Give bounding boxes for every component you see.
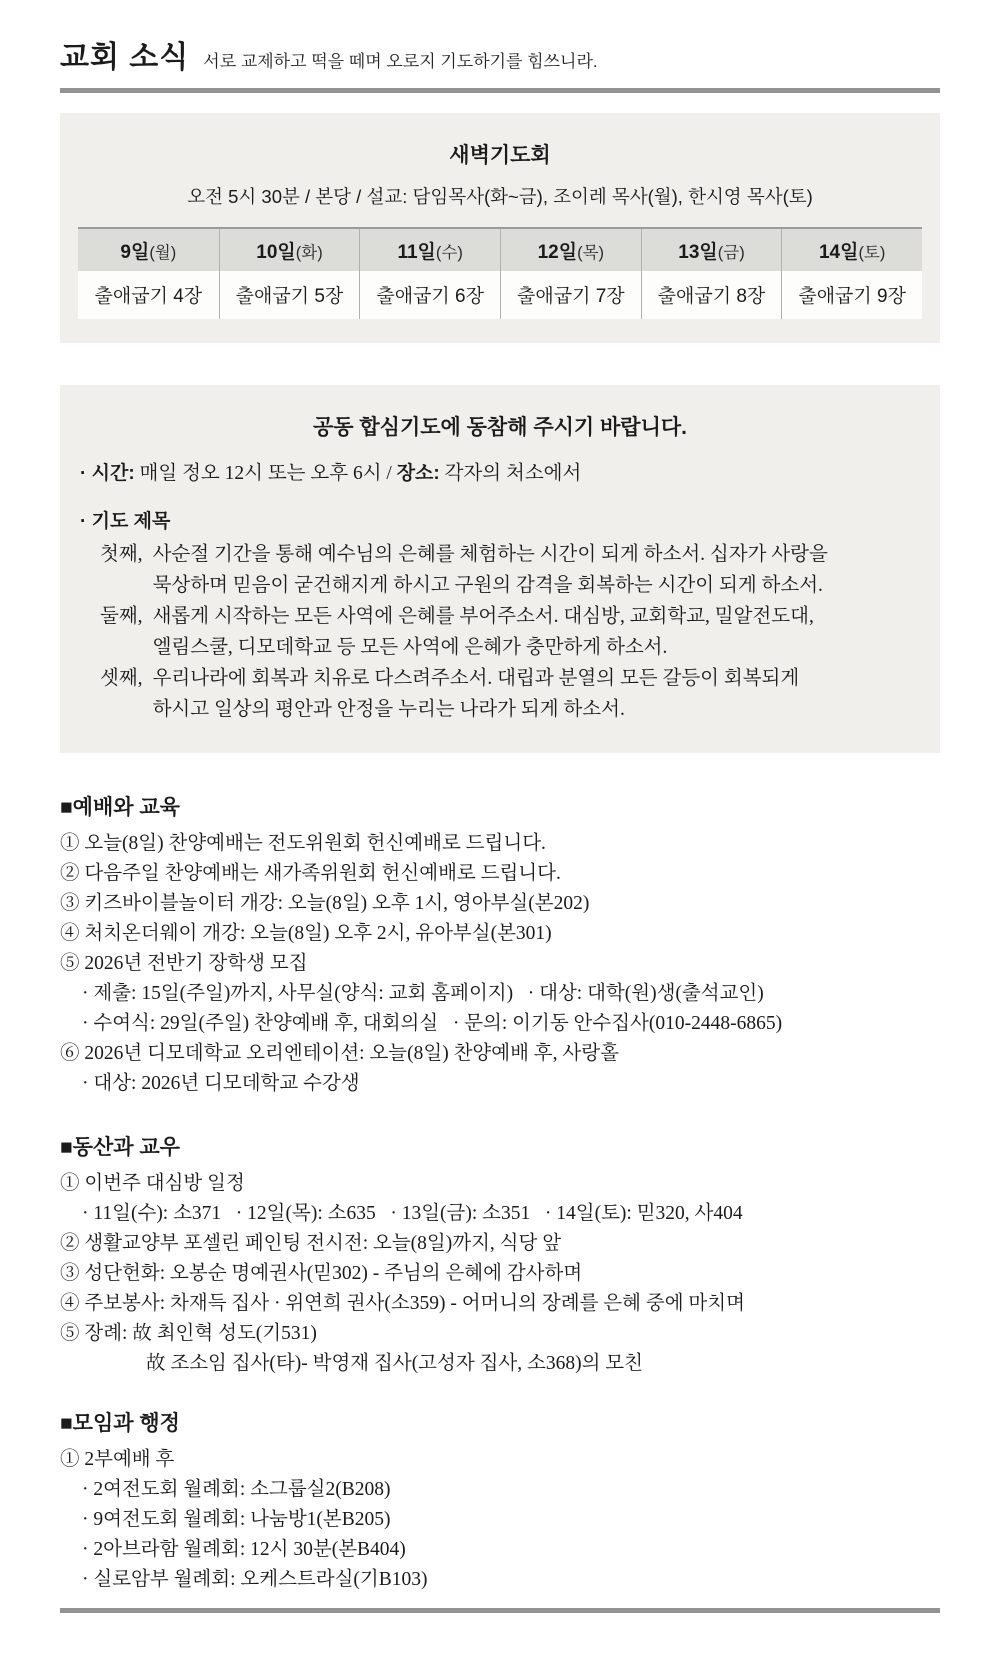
dawn-prayer-column [359, 229, 500, 319]
page-subtitle: 서로 교제하고 떡을 떼며 오로지 기도하기를 힘쓰니라. [203, 52, 598, 71]
section-garden-fellowship [60, 1131, 940, 1379]
prayer-topic-line: 엘림스쿨, 디모데학교 등 모든 사역에 은혜가 충만하게 하소서. [152, 637, 668, 658]
dawn-prayer-weekday: (금) [717, 244, 745, 262]
dawn-prayer-box [60, 113, 940, 343]
dawn-prayer-day: 13일 [678, 242, 718, 263]
section-heading: ■동산과 교우 [60, 1136, 180, 1159]
prayer-topic-ordinal: 셋째, [100, 668, 143, 689]
dawn-prayer-day: 14일 [818, 242, 859, 263]
prayer-topic-ordinal: 첫째, [100, 544, 143, 565]
section-line: ② 생활교양부 포셀린 페인팅 전시전: 오늘(8일)까지, 식당 앞 [60, 1233, 562, 1254]
section-line: · 제출: 15일(주일)까지, 사무실(양식: 교회 홈페이지) · 대상: 대학(원)생(출석교인) [82, 983, 764, 1004]
section-heading: ■모임과 행정 [60, 1412, 180, 1435]
prayer-topics-label-line [80, 507, 920, 537]
dawn-prayer-weekday: (월) [149, 244, 177, 262]
dawn-prayer-day-header [501, 229, 641, 271]
prayer-topics-label: · 기도 제목 [80, 511, 171, 532]
prayer-topics-list [80, 539, 920, 725]
section-line: ⑤ 2026년 전반기 장학생 모집 [60, 953, 308, 974]
footer-divider-bar [60, 1608, 940, 1613]
page-title: 교회 소식 [60, 41, 190, 74]
dawn-prayer-column [781, 229, 922, 319]
dawn-prayer-column [219, 229, 360, 319]
joint-prayer-box [60, 385, 940, 753]
header-divider-bar [60, 88, 940, 93]
dawn-prayer-day: 12일 [537, 242, 578, 263]
place-label: 장소: [396, 463, 440, 484]
section-line: ④ 주보봉사: 차재득 집사 · 위연희 권사(소359) - 어머니의 장례를 은혜 중에 마치며 [60, 1293, 745, 1314]
prayer-topic [100, 539, 920, 601]
dawn-prayer-day-header [642, 229, 782, 271]
place-value: 각자의 처소에서 [444, 463, 582, 484]
section-line: 故 조소임 집사(타)- 박영재 집사(고성자 집사, 소368)의 모친 [146, 1353, 643, 1374]
dawn-prayer-weekday: (화) [295, 244, 323, 262]
section-line: ⑥ 2026년 디모데학교 오리엔테이션: 오늘(8일) 찬양예배 후, 사랑홀 [60, 1043, 619, 1064]
dawn-prayer-day: 10일 [256, 242, 296, 263]
dawn-prayer-day: 11일 [397, 242, 436, 263]
joint-prayer-title: 공동 합심기도에 동참해 주시기 바랍니다. [312, 416, 688, 439]
dawn-prayer-passage: 출애굽기 8장 [642, 271, 782, 319]
section-lines [60, 829, 940, 1099]
dawn-prayer-passage: 출애굽기 4장 [78, 271, 219, 319]
dawn-prayer-column [641, 229, 782, 319]
dawn-prayer-weekday: (토) [858, 244, 886, 262]
dawn-prayer-weekday: (수) [435, 244, 463, 262]
dawn-prayer-day-header [220, 229, 360, 271]
dawn-prayer-day-header [78, 229, 219, 271]
section-line: ④ 처치온더웨이 개강: 오늘(8일) 오후 2시, 유아부실(본301) [60, 923, 552, 944]
dawn-prayer-column [500, 229, 641, 319]
section-line: ① 오늘(8일) 찬양예배는 전도위원회 헌신예배로 드립니다. [60, 833, 546, 854]
section-heading: ■예배와 교육 [60, 796, 180, 819]
prayer-topic-line: 우리나라에 회복과 치유로 다스려주소서. 대립과 분열의 모든 갈등이 회복되게 [152, 668, 800, 689]
section-lines [60, 1169, 940, 1379]
dawn-prayer-weekday: (목) [577, 244, 605, 262]
dawn-prayer-passage: 출애굽기 5장 [220, 271, 360, 319]
section-meetings-admin [60, 1407, 940, 1595]
joint-prayer-time-place-line [80, 459, 920, 489]
section-line: ② 다음주일 찬양예배는 새가족위원회 헌신예배로 드립니다. [60, 863, 561, 884]
dawn-prayer-passage: 출애굽기 6장 [360, 271, 500, 319]
dawn-prayer-day-header [782, 229, 922, 271]
section-line: ⑤ 장례: 故 최인혁 성도(기531) [60, 1323, 317, 1344]
prayer-topic-ordinal: 둘째, [100, 606, 143, 627]
section-line: · 수여식: 29일(주일) 찬양예배 후, 대회의실 · 문의: 이기동 안수집사(010-2448-6865) [82, 1013, 783, 1034]
prayer-topic-text [153, 663, 800, 725]
dawn-prayer-day-header [360, 229, 500, 271]
prayer-topic-text [153, 601, 814, 663]
page-header [60, 0, 940, 76]
dawn-prayer-title: 새벽기도회 [449, 144, 551, 167]
prayer-topic-text [153, 539, 828, 601]
prayer-topic-line: 하시고 일상의 평안과 안정을 누리는 나라가 되게 하소서. [152, 699, 625, 720]
section-line: · 2여전도회 월례회: 소그룹실2(B208) [82, 1479, 391, 1500]
dawn-prayer-schedule-table [78, 227, 922, 319]
prayer-topic-line: 묵상하며 믿음이 굳건해지게 하시고 구원의 감격을 회복하는 시간이 되게 하소서. [152, 575, 823, 596]
prayer-topic [100, 601, 920, 663]
section-lines [60, 1445, 940, 1595]
prayer-topic-line: 사순절 기간을 통해 예수님의 은혜를 체험하는 시간이 되게 하소서. 십자가 사랑을 [152, 544, 828, 565]
section-line: ③ 성단헌화: 오봉순 명예권사(믿302) - 주님의 은혜에 감사하며 [60, 1263, 583, 1284]
section-line: ③ 키즈바이블놀이터 개강: 오늘(8일) 오후 1시, 영아부실(본202) [60, 893, 590, 914]
section-line: · 11일(수): 소371 · 12일(목): 소635 · 13일(금): 소351 · 14일(토): 믿320, 사404 [82, 1203, 743, 1224]
dawn-prayer-day: 9일 [120, 242, 150, 263]
dawn-prayer-passage: 출애굽기 7장 [501, 271, 641, 319]
section-line: ① 이번주 대심방 일정 [60, 1173, 245, 1194]
dawn-prayer-passage: 출애굽기 9장 [782, 271, 922, 319]
dawn-prayer-info: 오전 5시 30분 / 본당 / 설교: 담임목사(화~금), 조이레 목사(월), 한시영 목사(토) [187, 186, 813, 207]
section-line: · 9여전도회 월례회: 나눔방1(본B205) [82, 1509, 391, 1530]
time-value: 매일 정오 12시 또는 오후 6시 / [139, 463, 392, 484]
section-line: ① 2부예배 후 [60, 1449, 175, 1470]
prayer-topic-line: 새롭게 시작하는 모든 사역에 은혜를 부어주소서. 대심방, 교회학교, 밀알전도대, [152, 606, 814, 627]
section-line: · 대상: 2026년 디모데학교 수강생 [82, 1073, 360, 1094]
time-label: · 시간: [80, 463, 135, 484]
section-line: · 실로암부 월례회: 오케스트라실(기B103) [82, 1569, 428, 1590]
section-worship-education [60, 791, 940, 1099]
prayer-topic [100, 663, 920, 725]
section-line: · 2아브라함 월례회: 12시 30분(본B404) [82, 1539, 406, 1560]
dawn-prayer-column [78, 229, 219, 319]
